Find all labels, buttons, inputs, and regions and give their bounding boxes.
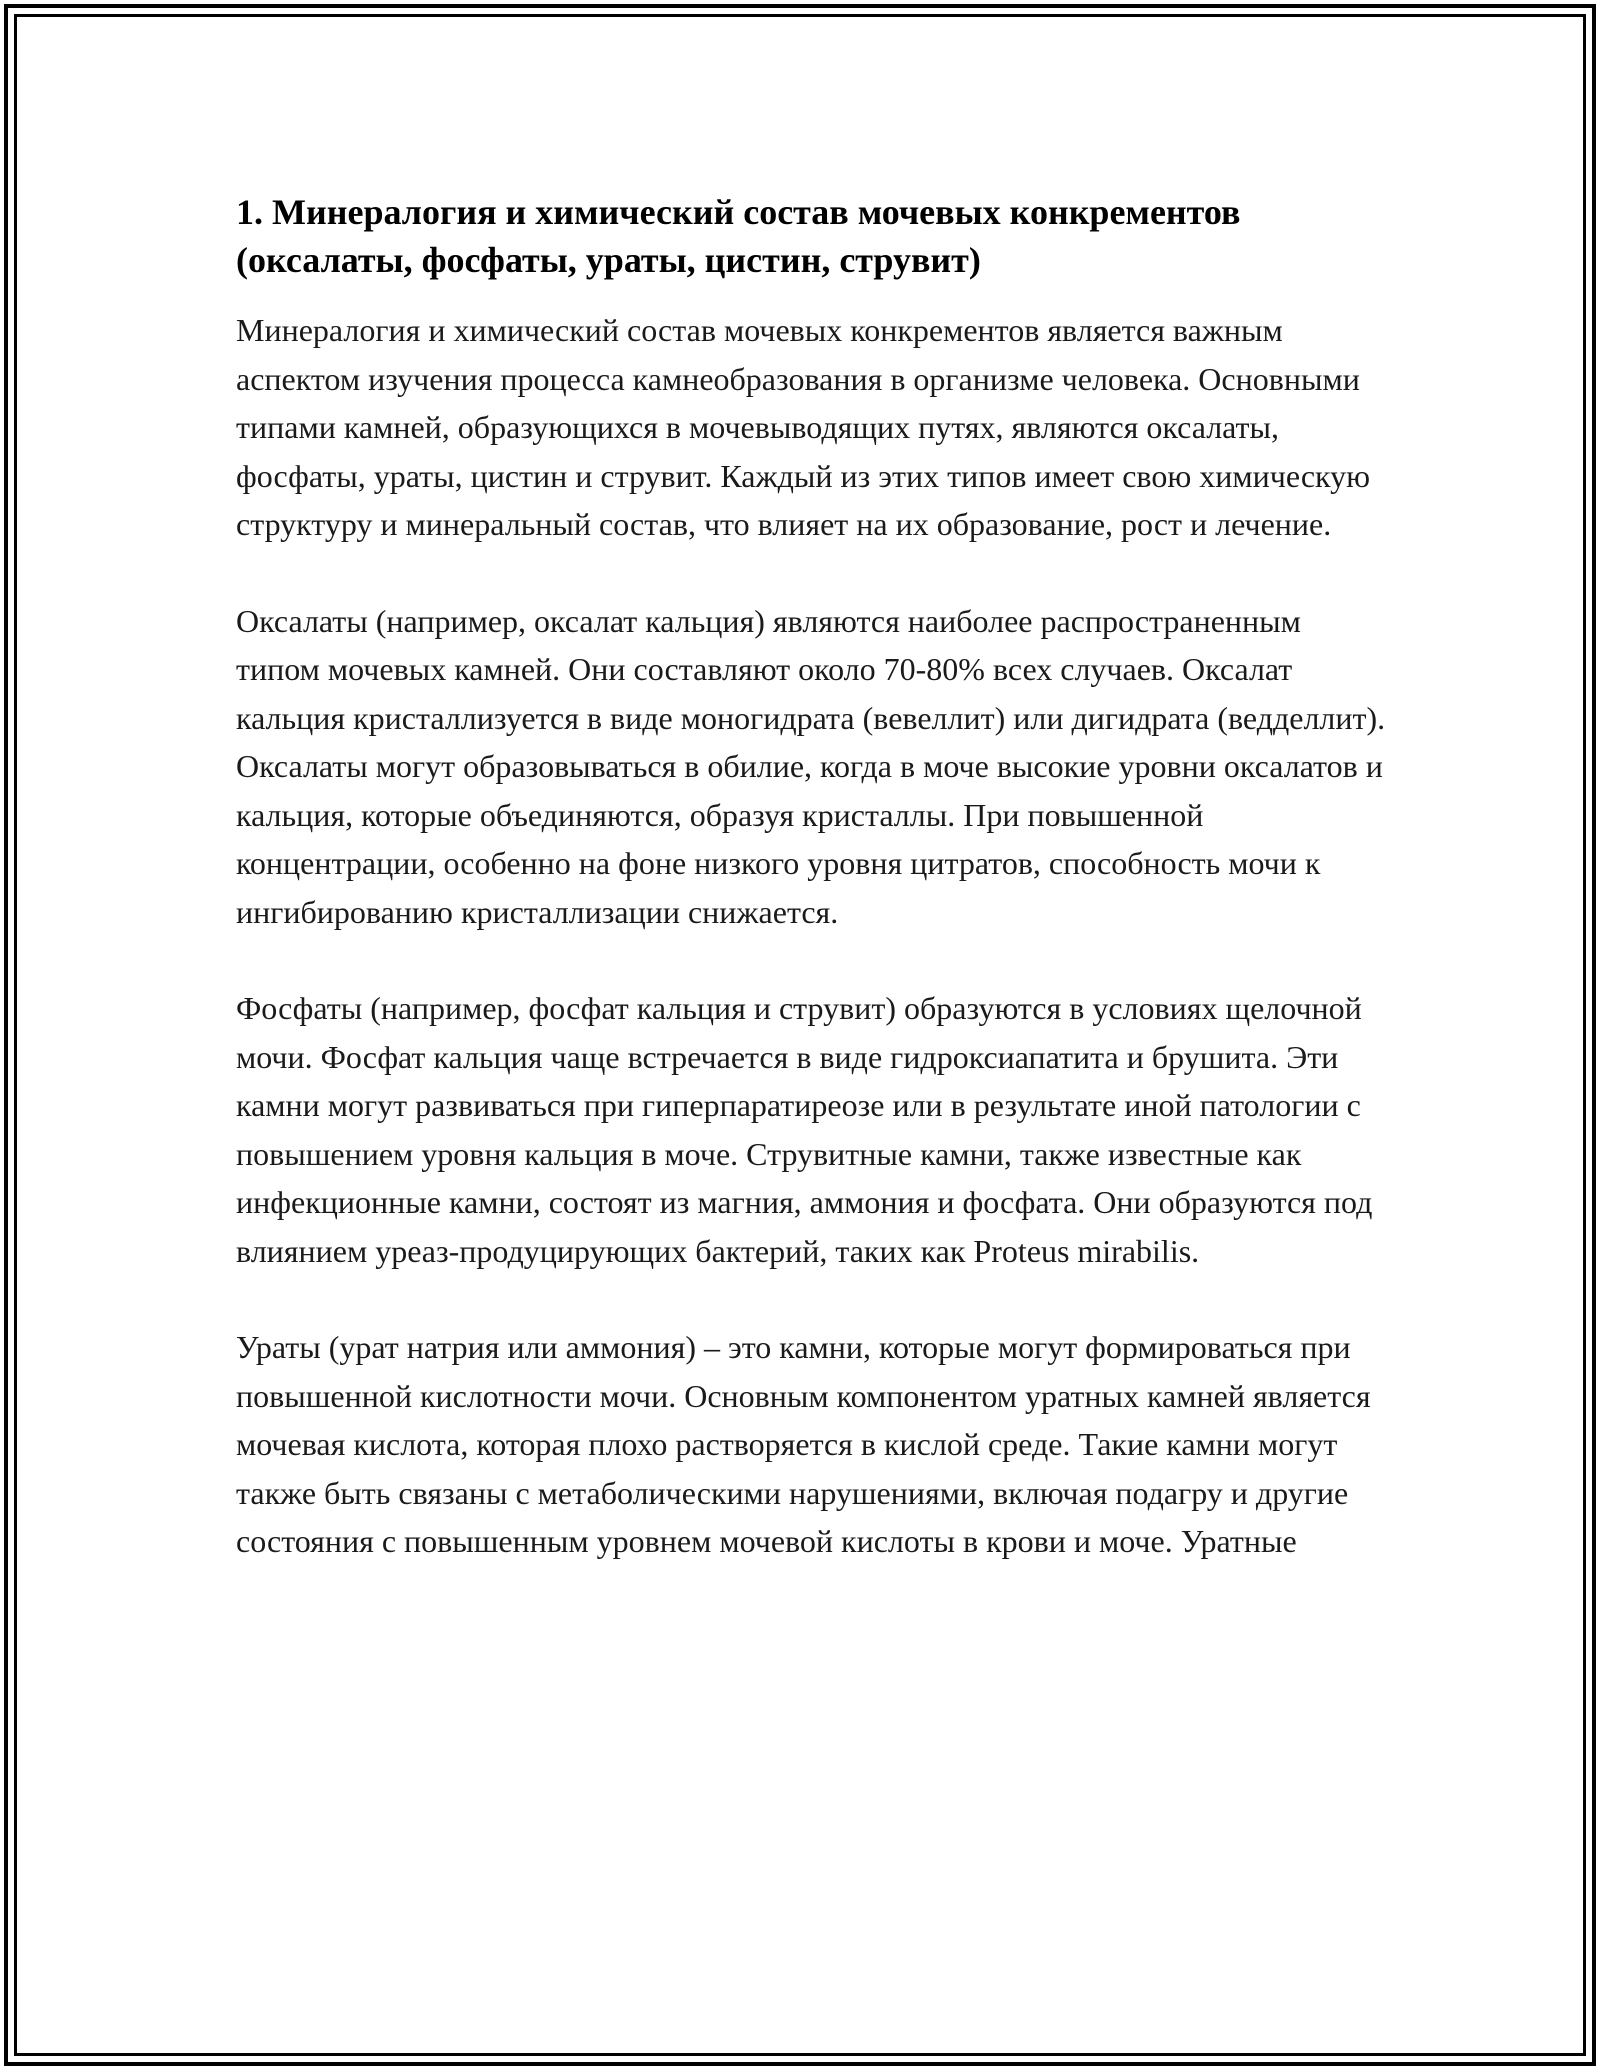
- paragraph-intro: Минералогия и химический состав мочевых конкрементов является важным аспектом изучения процесса камнеобразования в организме человека. Основными типами камней, образующихся в мочевыводящих путях, являются оксалаты, фосфаты, ураты, цистин и струвит. Каждый из этих типов имеет свою химическую структуру и минеральный состав, что влияет на их образование, рост и лечение.: [236, 312, 1371, 542]
- paragraph-urates: Ураты (урат натрия или аммония) – это камни, которые могут формироваться при повышенной кислотности мочи. Основным компонентом уратных камней является мочевая кислота, которая плохо растворяется в кислой среде. Такие камни могут также быть связаны с метаболическими нарушениями, включая подагру и другие состояния с повышенным уровнем мочевой кислоты в крови и моче. Уратные: [236, 1329, 1371, 1559]
- paragraph-phosphates: Фосфаты (например, фосфат кальция и струвит) образуются в условиях щелочной мочи. Фосфат кальция чаще встречается в виде гидроксиапатита и брушита. Эти камни могут развиваться при гиперпаратиреозе или в результате иной патологии с повышением уровня кальция в моче. Струвитные камни, также известные как инфекционные камни, состоят из магния, аммония и фосфата. Они образуются под влиянием уреаз-продуцирующих бактерий, таких как Proteus mirabilis.: [236, 990, 1373, 1269]
- document-body: [236, 188, 1386, 1614]
- section-heading: 1. Минералогия и химический состав мочевых конкрементов (оксалаты, фосфаты, ураты, цистин, струвит): [236, 192, 1241, 280]
- paragraph-oxalates: Оксалаты (например, оксалат кальция) являются наиболее распространенным типом мочевых камней. Они составляют около 70-80% всех случаев. Оксалат кальция кристаллизуется в виде моногидрата (вевеллит) или дигидрата (ведделлит). Оксалаты могут образовываться в обилие, когда в моче высокие уровни оксалатов и кальция, которые объединяются, образуя кристаллы. При повышенной концентрации, особенно на фоне низкого уровня цитратов, способность мочи к ингибированию кристаллизации снижается.: [236, 602, 1386, 930]
